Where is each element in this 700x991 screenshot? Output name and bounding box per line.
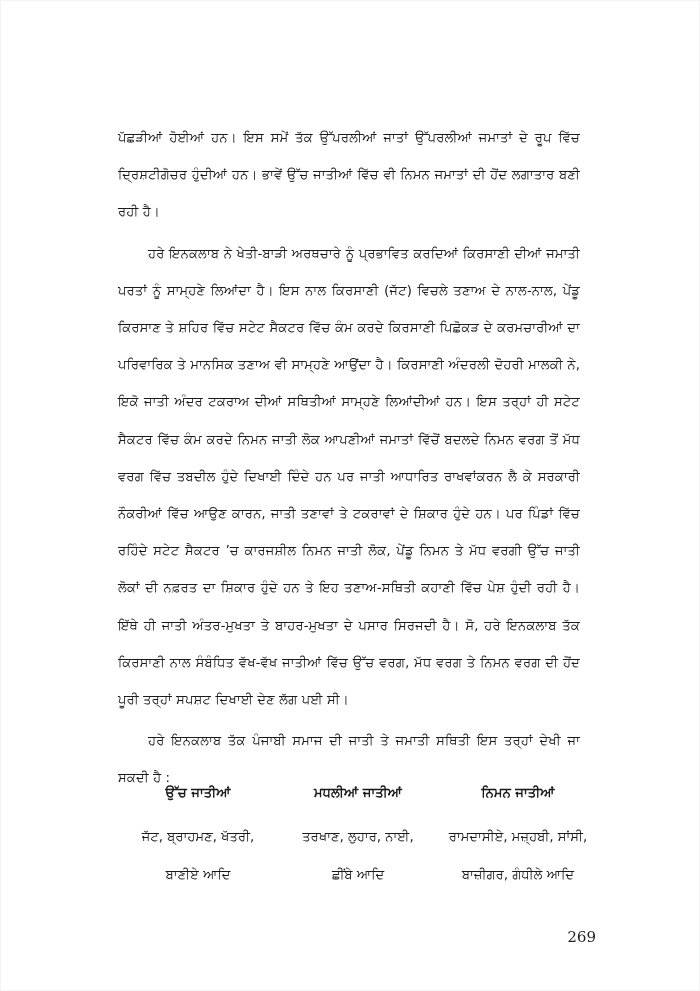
table-row bbox=[118, 856, 598, 894]
page-number: 269 bbox=[567, 928, 596, 946]
table-cell: ਬਾਜ਼ੀਗਰ, ਗੰਧੀਲੇ ਆਦਿ bbox=[461, 867, 575, 883]
table-cell: ਛੀਂਬੇ ਆਦਿ bbox=[331, 867, 385, 883]
body-text bbox=[118, 120, 580, 798]
header-upper-castes: ਉੱਚ ਜਾਤੀਆਂ bbox=[165, 786, 231, 801]
caste-table-header-row bbox=[118, 786, 598, 818]
paragraph-green-revolution: ਹਰੇ ਇਨਕਲਾਬ ਨੇ ਖੇਤੀ-ਬਾੜੀ ਅਰਥਚਾਰੇ ਨੂੰ ਪ੍ਰਭਾਵਿਤ ਕਰਦਿਆਂ ਕਿਰਸਾਣੀ ਦੀਆਂ ਜਮਾਤੀ ਪਰਤਾਂ ਨੂੰ ਸਾਮ੍ਹਣੇ ਲਿਆਂਦਾ ਹੈ। ਇਸ ਨਾਲ ਕਿਰਸਾਣੀ (ਜੱਟ) ਵਿਚਲੇ ਤਣਾਅ ਦੇ ਨਾਲ-ਨਾਲ, ਪੇਂਡੂ ਕਿਰਸਾਣ ਤੇ ਸ਼ਹਿਰ ਵਿੱਚ ਸਟੇਟ ਸੈਕਟਰ ਵਿੱਚ ਕੰਮ ਕਰਦੇ ਕਿਰਸਾਣੀ ਪਿਛੋਕੜ ਦੇ ਕਰਮਚਾਰੀਆਂ ਦਾ ਪਰਿਵਾਰਿਕ ਤੇ ਮਾਨਸਿਕ ਤਣਾਅ ਵੀ ਸਾਮ੍ਹਣੇ ਆਉਂਦਾ ਹੈ। ਕਿਰਸਾਣੀ ਅੰਦਰਲੀ ਦੋਹਰੀ ਮਾਲਕੀ ਨੇ, ਇਕੋ ਜਾਤੀ ਅੰਦਰ ਟਕਰਾਅ ਦੀਆਂ ਸਥਿਤੀਆਂ ਸਾਮ੍ਹਣੇ ਲਿਆਂਦੀਆਂ ਹਨ। ਇਸ ਤਰ੍ਹਾਂ ਹੀ ਸਟੇਟ ਸੈਕਟਰ ਵਿੱਚ ਕੰਮ ਕਰਦੇ ਨਿਮਨ ਜਾਤੀ ਲੋਕ ਆਪਣੀਆਂ ਜਮਾਤਾਂ ਵਿੱਚੋਂ ਬਦਲਦੇ ਨਿਮਨ ਵਰਗ ਤੋਂ ਮੱਧ ਵਰਗ ਵਿੱਚ ਤਬਦੀਲ ਹੁੰਦੇ ਦਿਖਾਈ ਦਿੰਦੇ ਹਨ ਪਰ ਜਾਤੀ ਆਧਾਰਿਤ ਰਾਖਵਾਂਕਰਨ ਲੈ ਕੇ ਸਰਕਾਰੀ ਨੌਕਰੀਆਂ ਵਿੱਚ ਆਉਣ ਕਾਰਨ, ਜਾਤੀ ਤਣਾਵਾਂ ਤੇ ਟਕਰਾਵਾਂ ਦੇ ਸ਼ਿਕਾਰ ਹੁੰਦੇ ਹਨ। ਪਰ ਪਿੰਡਾਂ ਵਿੱਚ ਰਹਿੰਦੇ ਸਟੇਟ ਸੈਕਟਰ ’ਚ ਕਾਰਜਸ਼ੀਲ ਨਿਮਨ ਜਾਤੀ ਲੋਕ, ਪੇਂਡੂ ਨਿਮਨ ਤੇ ਮੱਧ ਵਰਗੀ ਉੱਚ ਜਾਤੀ ਲੋਕਾਂ ਦੀ ਨਫ਼ਰਤ ਦਾ ਸ਼ਿਕਾਰ ਹੁੰਦੇ ਹਨ ਤੇ ਇਹ ਤਣਾਅ-ਸਥਿਤੀ ਕਹਾਣੀ ਵਿੱਚ ਪੇਸ਼ ਹੁੰਦੀ ਰਹੀ ਹੈ। ਇੱਥੇ ਹੀ ਜਾਤੀ ਅੰਤਰ-ਮੁਖਤਾ ਤੇ ਬਾਹਰ-ਮੁਖਤਾ ਦੇ ਪਸਾਰ ਸਿਰਜਦੀ ਹੈ। ਸੋ, ਹਰੇ ਇਨਕਲਾਬ ਤੱਕ ਕਿਰਸਾਣੀ ਨਾਲ ਸੰਬੰਧਿਤ ਵੱਖ-ਵੱਖ ਜਾਤੀਆਂ ਵਿੱਚ ਉੱਚ ਵਰਗ, ਮੱਧ ਵਰਗ ਤੇ ਨਿਮਨ ਵਰਗ ਦੀ ਹੋਂਦ ਪੂਰੀ ਤਰ੍ਹਾਂ ਸਪਸ਼ਟ ਦਿਖਾਈ ਦੇਣ ਲੱਗ ਪਈ ਸੀ। bbox=[118, 246, 580, 709]
table-row bbox=[118, 818, 598, 856]
paragraph-table-intro: ਹਰੇ ਇਨਕਲਾਬ ਤੱਕ ਪੰਜਾਬੀ ਸਮਾਜ ਦੀ ਜਾਤੀ ਤੇ ਜਮਾਤੀ ਸਥਿਤੀ ਇਸ ਤਰ੍ਹਾਂ ਦੇਖੀ ਜਾ ਸਕਦੀ ਹੈ : bbox=[118, 734, 580, 787]
table-cell: ਤਰਖਾਣ, ਲੁਹਾਰ, ਨਾਈ, bbox=[302, 829, 414, 845]
caste-table bbox=[118, 786, 598, 894]
header-middle-castes: ਮਧਲੀਆਂ ਜਾਤੀਆਂ bbox=[313, 786, 403, 801]
table-cell: ਰਾਮਦਾਸੀਏ, ਮਜ਼੍ਹਬੀ, ਸਾਂਸੀ, bbox=[448, 829, 588, 845]
header-lower-castes: ਨਿਮਨ ਜਾਤੀਆਂ bbox=[481, 786, 555, 801]
paragraph-continuation: ਪੱਛੜੀਆਂ ਹੋਈਆਂ ਹਨ। ਇਸ ਸਮੇਂ ਤੱਕ ਉੱਪਰਲੀਆਂ ਜਾਤਾਂ ਉੱਪਰਲੀਆਂ ਜਮਾਤਾਂ ਦੇ ਰੂਪ ਵਿੱਚ ਦ੍ਰਿਸ਼ਟੀਗੋਚਰ ਹੁੰਦੀਆਂ ਹਨ। ਭਾਵੇਂ ਉੱਚ ਜਾਤੀਆਂ ਵਿੱਚ ਵੀ ਨਿਮਨ ਜਮਾਤਾਂ ਦੀ ਹੋਂਦ ਲਗਾਤਾਰ ਬਣੀ ਰਹੀ ਹੈ। bbox=[118, 131, 580, 221]
table-cell: ਜੱਟ, ਬ੍ਰਾਹਮਣ, ਖੱਤਰੀ, bbox=[141, 829, 255, 845]
table-cell: ਬਾਣੀਏ ਆਦਿ bbox=[165, 867, 231, 883]
